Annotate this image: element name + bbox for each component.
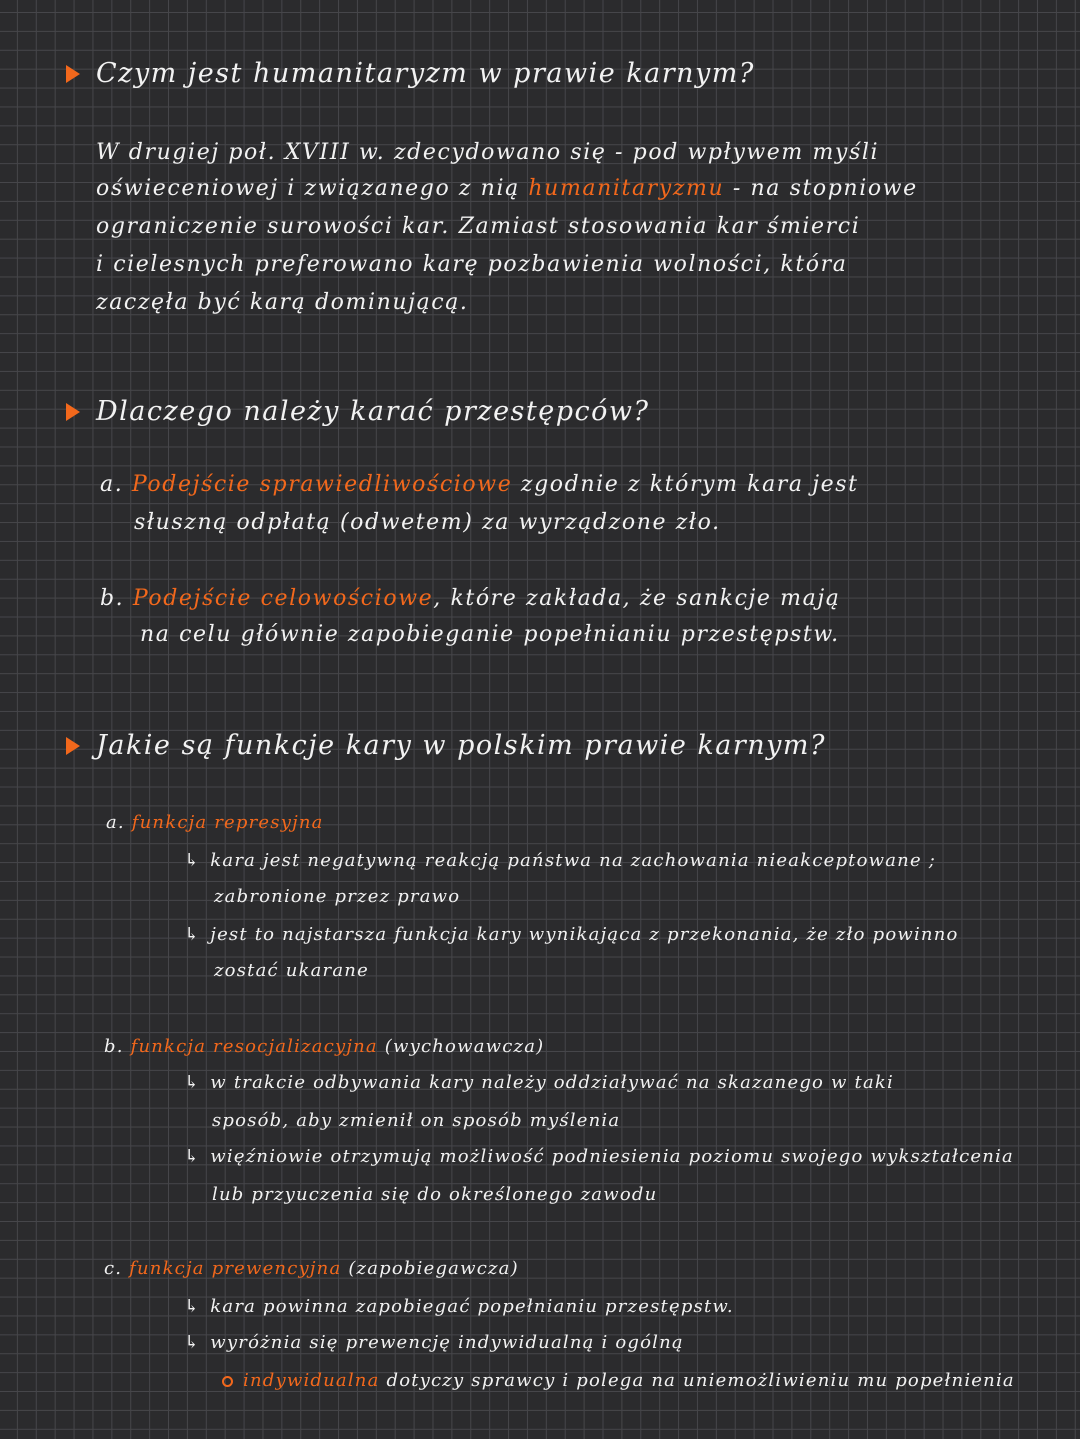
q3-item-c xyxy=(104,1258,519,1279)
question-3-heading xyxy=(66,730,826,761)
q3-c-sub-rest: dotyczy sprawcy i polega na uniemożliwieniu mu popełnienia xyxy=(386,1370,1015,1391)
q3-c-bullet-2 xyxy=(184,1332,684,1353)
q2-a-line-2: słuszną odpłatą (odwetem) za wyrządzone zło. xyxy=(134,510,721,535)
q3-b-term: funkcja resocjalizacyjna xyxy=(130,1036,378,1057)
q3-item-b xyxy=(104,1036,544,1057)
q3-c-sub-term: indywidualna xyxy=(243,1370,380,1391)
q3-a-term: funkcja represyjna xyxy=(131,812,324,833)
question-1-heading xyxy=(66,58,755,89)
arrow-bullet-icon: ↳ xyxy=(184,924,201,945)
q2-a-term: Podejście sprawiedliwościowe xyxy=(131,472,513,497)
q3-b-bullet-2-cont: lub przyuczenia się do określonego zawodu xyxy=(212,1184,658,1205)
q3-c-bullet-1-text: kara powinna zapobiegać popełnianiu przestępstw. xyxy=(210,1296,734,1317)
triangle-bullet-icon xyxy=(66,737,80,755)
q3-item-a xyxy=(106,812,324,833)
q2-b-term: Podejście celowościowe xyxy=(132,586,434,611)
q2-item-a xyxy=(100,472,859,497)
question-2-title: Dlaczego należy karać przestępców? xyxy=(96,396,650,427)
q3-c-bullet-1 xyxy=(184,1296,734,1317)
circle-bullet-icon xyxy=(222,1376,233,1387)
q3-b-bullet-1-text: w trakcie odbywania kary należy oddziaływać na skazanego w taki xyxy=(210,1072,894,1093)
q3-b-marker: b. xyxy=(104,1036,124,1057)
q3-b-bullet-2 xyxy=(184,1146,1014,1167)
q1-line-2c: - na stopniowe xyxy=(732,176,918,201)
q2-item-b xyxy=(100,586,840,611)
q1-line-3: ograniczenie surowości kar. Zamiast stosowania kar śmierci xyxy=(96,214,861,239)
question-3-title: Jakie są funkcje kary w polskim prawie karnym? xyxy=(96,730,826,761)
q3-a-bullet-2 xyxy=(184,924,959,945)
q3-b-bullet-2-text: więźniowie otrzymują możliwość podniesienia poziomu swojego wykształcenia xyxy=(210,1146,1014,1167)
q3-a-bullet-1-cont: zabronione przez prawo xyxy=(214,886,461,907)
q3-a-bullet-2-cont: zostać ukarane xyxy=(214,960,369,981)
q3-a-bullet-1-text: kara jest negatywną reakcją państwa na zachowania nieakceptowane ; xyxy=(210,850,937,871)
q3-c-term: funkcja prewencyjna xyxy=(129,1258,342,1279)
q3-b-bullet-1 xyxy=(184,1072,894,1093)
q3-b-bullet-1-cont: sposób, aby zmienił on sposób myślenia xyxy=(212,1110,621,1131)
q3-a-bullet-2-text: jest to najstarsza funkcja kary wynikająca z przekonania, że zło powinno xyxy=(210,924,959,945)
q3-c-bullet-2-text: wyróżnia się prewencję indywidualną i ogólną xyxy=(210,1332,684,1353)
arrow-bullet-icon: ↳ xyxy=(184,1146,201,1167)
q2-b-marker: b. xyxy=(100,586,125,611)
humanitaryzm-highlight: humanitaryzmu xyxy=(528,176,725,201)
q2-a-marker: a. xyxy=(100,472,124,497)
question-1-title: Czym jest humanitaryzm w prawie karnym? xyxy=(96,58,755,89)
triangle-bullet-icon xyxy=(66,65,80,83)
q3-c-paren: (zapobiegawcza) xyxy=(348,1258,519,1279)
q3-b-paren: (wychowawcza) xyxy=(384,1036,545,1057)
q1-line-5: zaczęła być karą dominującą. xyxy=(96,290,469,315)
arrow-bullet-icon: ↳ xyxy=(184,850,201,871)
q2-a-rest: zgodnie z którym kara jest xyxy=(520,472,859,497)
q2-b-rest: , które zakłada, że sankcje mają xyxy=(433,586,841,611)
q3-a-marker: a. xyxy=(106,812,125,833)
q3-c-sub-bullet xyxy=(222,1370,1015,1391)
q3-c-marker: c. xyxy=(104,1258,123,1279)
question-2-heading xyxy=(66,396,649,427)
q1-line-1: W drugiej poł. XVIII w. zdecydowano się - pod wpływem myśli xyxy=(96,140,880,165)
q1-line-2a: oświeceniowej i związanego z nią xyxy=(96,176,520,201)
arrow-bullet-icon: ↳ xyxy=(184,1072,201,1093)
triangle-bullet-icon xyxy=(66,403,80,421)
q3-a-bullet-1 xyxy=(184,850,936,871)
arrow-bullet-icon: ↳ xyxy=(184,1332,201,1353)
q1-line-4: i cielesnych preferowano karę pozbawienia wolności, która xyxy=(96,252,848,277)
q2-b-line-2: na celu głównie zapobieganie popełnianiu przestępstw. xyxy=(140,622,840,647)
arrow-bullet-icon: ↳ xyxy=(184,1296,201,1317)
q1-line-2 xyxy=(96,176,918,201)
